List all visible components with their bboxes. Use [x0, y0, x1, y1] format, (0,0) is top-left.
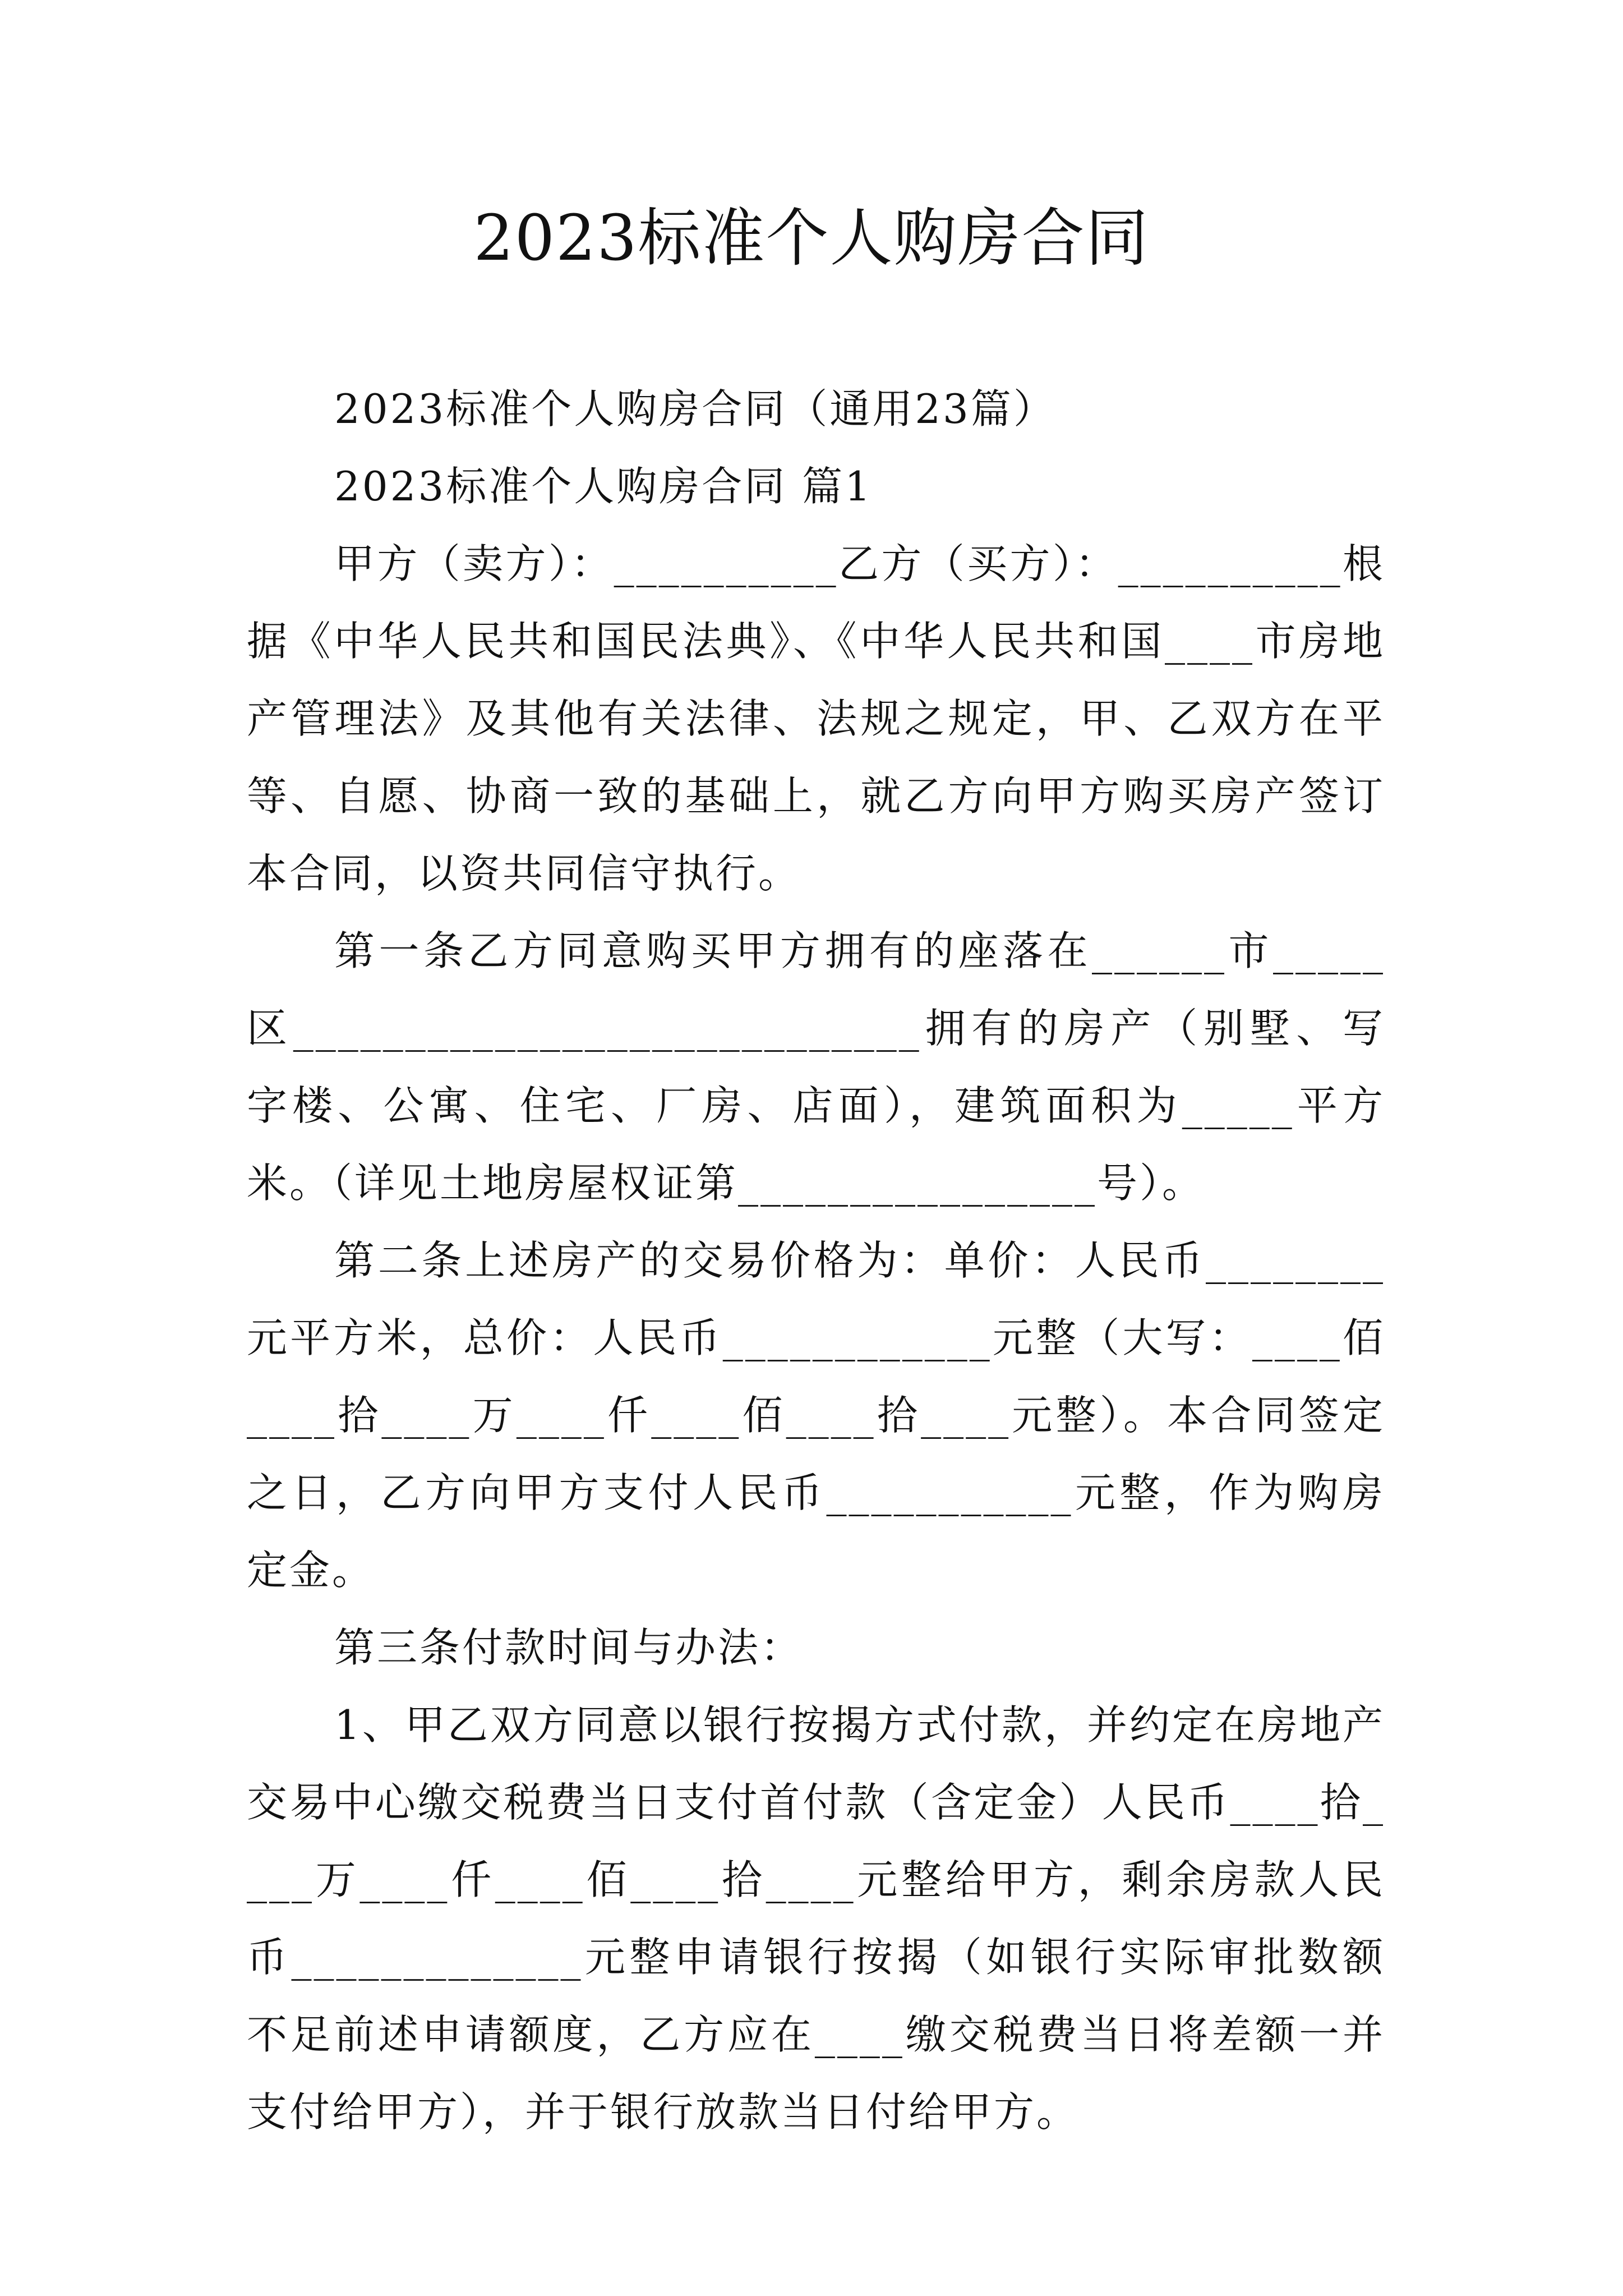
paragraph-article-1: 第一条乙方同意购买甲方拥有的座落在______市_____区____________________________拥有的房产（别墅、写字楼、公寓、住宅、厂房、店面），建筑面积为_____平方米。（详见土地房屋权证第________________号）。	[247, 927, 1385, 1207]
paragraph-section-heading: 2023标准个人购房合同 篇1	[334, 463, 873, 510]
document-title: 2023标准个人购房合同	[473, 202, 1150, 275]
paragraph-article-2: 第二条上述房产的交易价格为：单价：人民币________元平方米，总价：人民币____________元整（大写：____佰____拾____万____仟____佰____拾____元整）。本合同签定之日，乙方向甲方支付人民币___________元整，作为购房定金。	[247, 1237, 1385, 1594]
document-body	[247, 370, 1385, 2151]
paragraph-parties: 甲方（卖方）：__________乙方（买方）：__________根据《中华人民共和国民法典》、《中华人民共和国____市房地产管理法》及其他有关法律、法规之规定，甲、乙双方在平等、自愿、协商一致的基础上，就乙方向甲方购买房产签订本合同，以资共同信守执行。	[247, 540, 1385, 897]
paragraph-subtitle: 2023标准个人购房合同（通用23篇）	[334, 385, 1056, 432]
paragraph-article-3-item-1: 1、甲乙双方同意以银行按揭方式付款，并约定在房地产交易中心缴交税费当日支付首付款（含定金）人民币____拾____万____仟____佰____拾____元整给甲方，剩余房款人民币_____________元整申请银行按揭（如银行实际审批数额不足前述申请额度，乙方应在____缴交税费当日将差额一并支付给甲方），并于银行放款当日付给甲方。	[247, 1701, 1385, 2136]
paragraph-article-3-heading: 第三条付款时间与办法：	[334, 1624, 804, 1671]
